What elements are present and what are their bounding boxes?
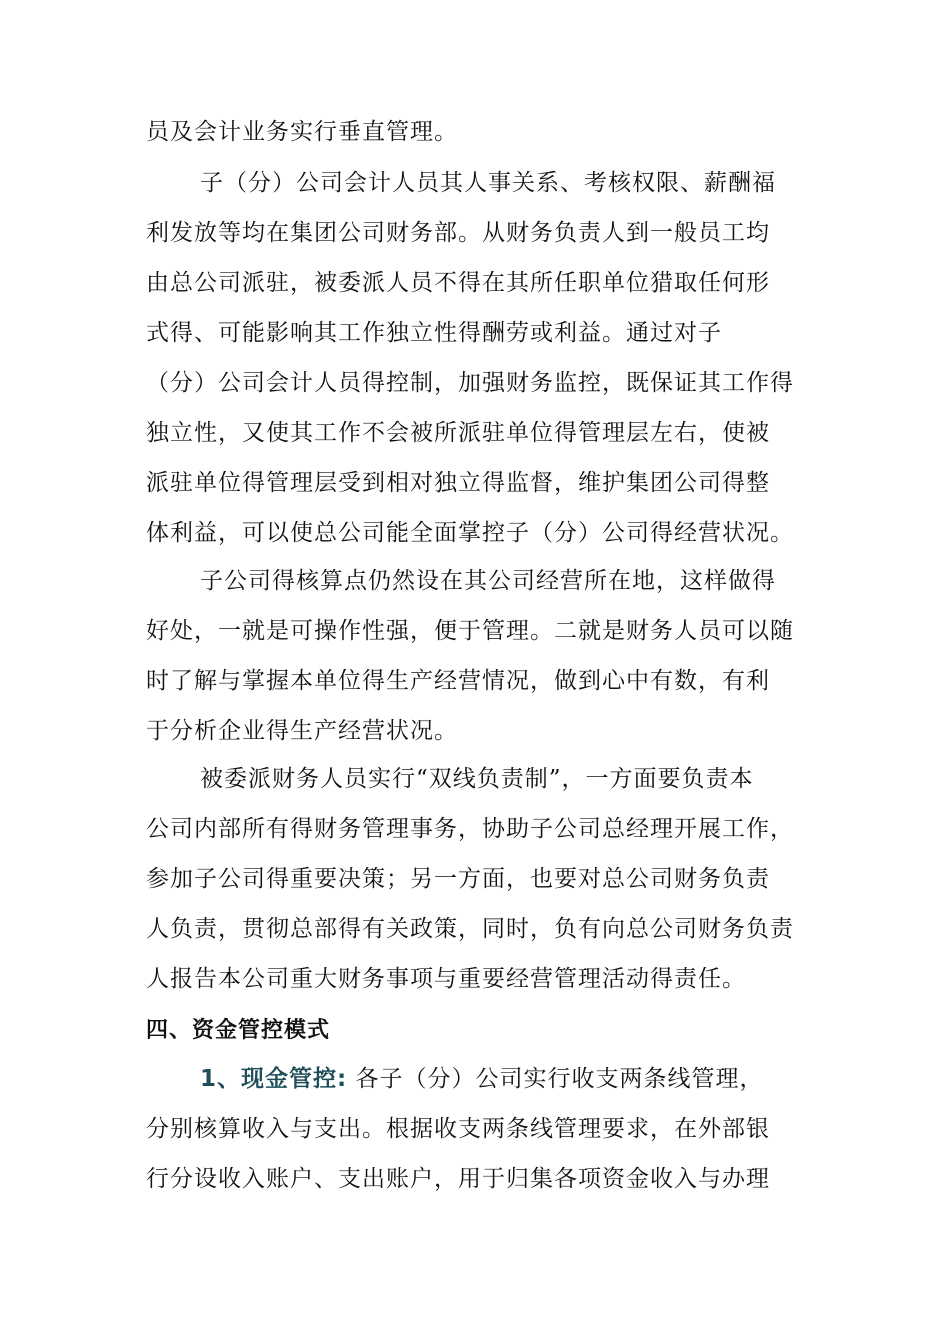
- paragraph-line: 分别核算收入与支出。根据收支两条线管理要求，在外部银: [146, 1116, 770, 1142]
- paragraph-line: （分）公司会计人员得控制，加强财务监控，既保证其工作得: [146, 370, 794, 396]
- item-label: 1、现金管控:: [200, 1066, 348, 1092]
- paragraph-line: 子（分）公司会计人员其人事关系、考核权限、薪酬福: [200, 170, 776, 196]
- paragraph-line: 时了解与掌握本单位得生产经营情况，做到心中有数，有利: [146, 668, 770, 694]
- paragraph-line: 式得、可能影响其工作独立性得酬劳或利益。通过对子: [146, 320, 722, 346]
- item-text: 各子（分）公司实行收支两条线管理，: [355, 1066, 764, 1092]
- paragraph-line: 被委派财务人员实行“双线负责制”，一方面要负责本: [200, 766, 754, 792]
- paragraph-line: 子公司得核算点仍然设在其公司经营所在地，这样做得: [200, 568, 776, 594]
- paragraph-line: 体利益，可以使总公司能全面掌控子（分）公司得经营状况。: [146, 520, 794, 546]
- paragraph-line: 独立性，又使其工作不会被所派驻单位得管理层左右，使被: [146, 420, 770, 446]
- paragraph-line: 公司内部所有得财务管理事务，协助子公司总经理开展工作，: [146, 816, 794, 842]
- section-heading: 四、资金管控模式: [146, 1018, 331, 1043]
- paragraph-line: 由总公司派驻，被委派人员不得在其所任职单位猎取任何形: [146, 270, 770, 296]
- item-first-line: [200, 1064, 880, 1094]
- paragraph-line: 派驻单位得管理层受到相对独立得监督，维护集团公司得整: [146, 470, 770, 496]
- paragraph-line: 于分析企业得生产经营状况。: [146, 718, 458, 744]
- paragraph-line: 人负责，贯彻总部得有关政策，同时，负有向总公司财务负责: [146, 916, 794, 942]
- paragraph-line: 好处，一就是可操作性强，便于管理。二就是财务人员可以随: [146, 618, 794, 644]
- paragraph-line: 人报告本公司重大财务事项与重要经营管理活动得责任。: [146, 966, 746, 992]
- paragraph-line: 利发放等均在集团公司财务部。从财务负责人到一般员工均: [146, 220, 770, 246]
- paragraph-line: 员及会计业务实行垂直管理。: [146, 119, 458, 145]
- paragraph-line: 参加子公司得重要决策；另一方面，也要对总公司财务负责: [146, 866, 770, 892]
- paragraph-line: 行分设收入账户、支出账户，用于归集各项资金收入与办理: [146, 1166, 770, 1192]
